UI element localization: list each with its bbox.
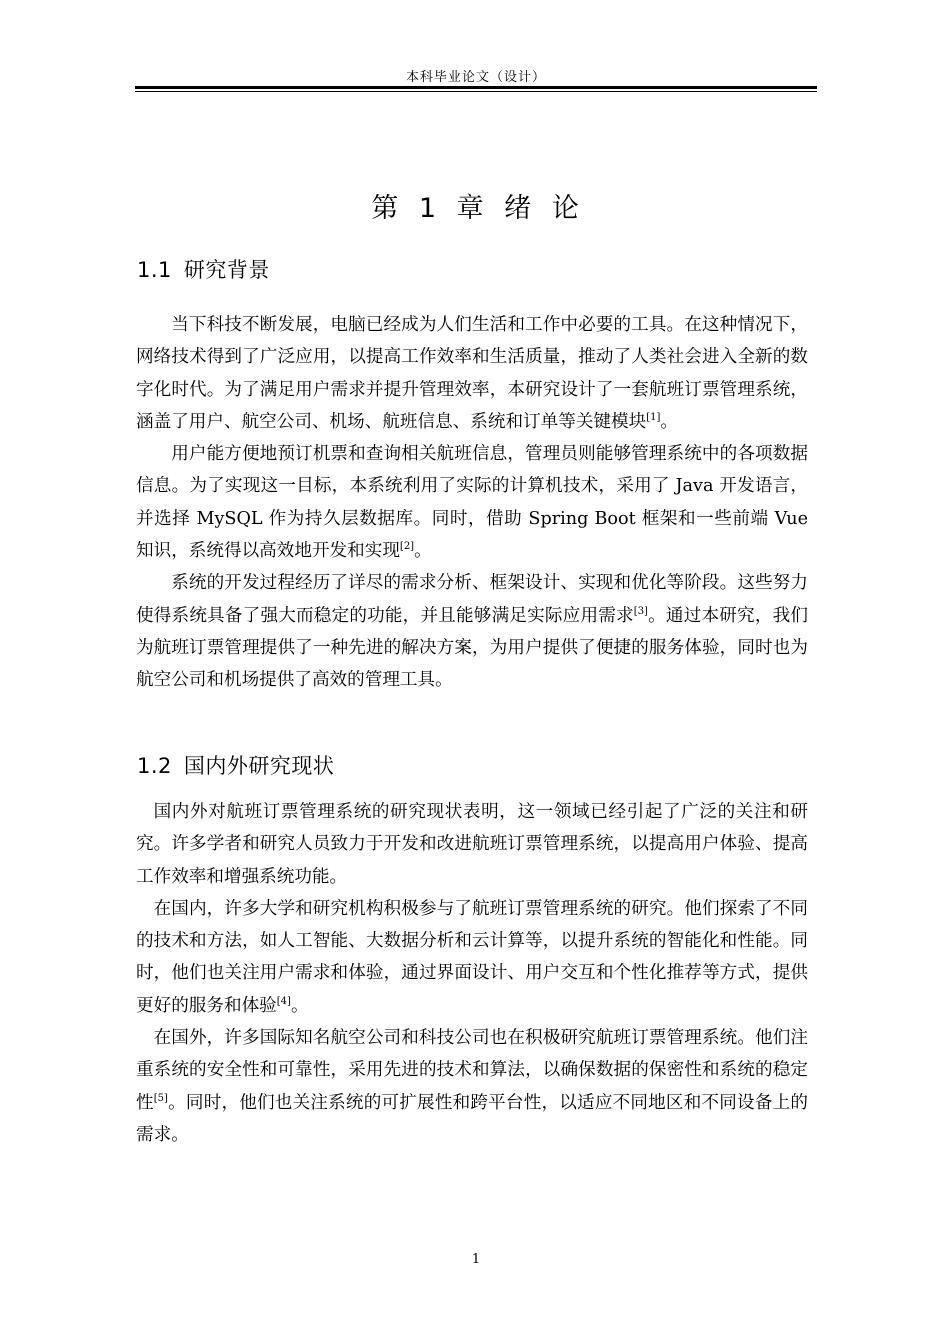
paragraph xyxy=(136,1022,808,1151)
header-rule-thin xyxy=(135,91,817,92)
paragraph-text: 系统的开发过程经历了详尽的需求分析、框架设计、实现和优化等阶段。这些努力使得系统具备了强大而稳定的功能，并且能够满足实际应用需求 xyxy=(136,573,808,626)
section-title: 研究背景 xyxy=(183,258,270,282)
section-heading-1-2 xyxy=(137,750,334,780)
paragraph-tail: 。同时，他们也关注系统的可扩展性和跨平台性，以适应不同地区和不同设备上的需求。 xyxy=(136,1092,808,1145)
paragraph-text: 用户能方便地预订机票和查询相关航班信息，管理员则能够管理系统中的各项数据信息。为了实现这一目标，本系统利用了实际的计算机技术，采用了 Java 开发语言，并选择 MySQL 作为持久层数据库。同时，借助 Spring Boot 框架和一些前端 Vue 知识，系统得以高效地开发和实现 xyxy=(136,444,808,562)
page-number: 1 xyxy=(471,1252,481,1267)
citation: [2] xyxy=(399,541,415,553)
paragraph-tail: 。通过本研究，我们为航班订票管理提供了一种先进的解决方案，为用户提供了便捷的服务体验，同时也为航空公司和机场提供了高效的管理工具。 xyxy=(136,605,808,691)
paragraph xyxy=(136,567,808,696)
section-body-1-1 xyxy=(136,309,808,697)
citation: [3] xyxy=(633,605,648,617)
paragraph-tail: 。 xyxy=(414,541,432,562)
section-title: 国内外研究现状 xyxy=(183,754,335,778)
paragraph xyxy=(136,438,808,567)
citation: [4] xyxy=(276,995,291,1007)
paragraph-tail: 。 xyxy=(290,995,309,1016)
header-rule-thick xyxy=(135,86,817,89)
citation: [1] xyxy=(646,411,661,423)
header-title: 本科毕业论文（设计） xyxy=(405,70,546,85)
paragraph xyxy=(136,893,808,1022)
citation: [5] xyxy=(153,1092,168,1104)
section-number: 1.1 xyxy=(137,258,172,282)
chapter-title: 第 1 章 绪 论 xyxy=(371,193,581,224)
paragraph-tail: 。 xyxy=(660,411,679,432)
paragraph-text: 在国内，许多大学和研究机构积极参与了航班订票管理系统的研究。他们探索了不同的技术和方法，如人工智能、大数据分析和云计算等，以提升系统的智能化和性能。同时，他们也关注用户需求和体验，通过界面设计、用户交互和个性化推荐等方式，提供更好的服务和体验 xyxy=(136,898,808,1016)
section-number: 1.2 xyxy=(137,754,172,778)
paragraph-text: 当下科技不断发展，电脑已经成为人们生活和工作中必要的工具。在这种情况下，网络技术得到了广泛应用，以提高工作效率和生活质量，推动了人类社会进入全新的数字化时代。为了满足用户需求并提升管理效率，本研究设计了一套航班订票管理系统，涵盖了用户、航空公司、机场、航班信息、系统和订单等关键模块 xyxy=(136,315,808,432)
paragraph xyxy=(136,309,808,438)
paragraph xyxy=(136,796,808,893)
section-body-1-2 xyxy=(136,796,808,1151)
paragraph-text: 在国外，许多国际知名航空公司和科技公司也在积极研究航班订票管理系统。他们注重系统的安全性和可靠性，采用先进的技术和算法，以确保数据的保密性和系统的稳定性 xyxy=(136,1028,808,1113)
paragraph-text: 国内外对航班订票管理系统的研究现状表明，这一领域已经引起了广泛的关注和研究。许多学者和研究人员致力于开发和改进航班订票管理系统，以提高用户体验、提高工作效率和增强系统功能。 xyxy=(136,802,808,887)
section-heading-1-1 xyxy=(137,254,270,284)
